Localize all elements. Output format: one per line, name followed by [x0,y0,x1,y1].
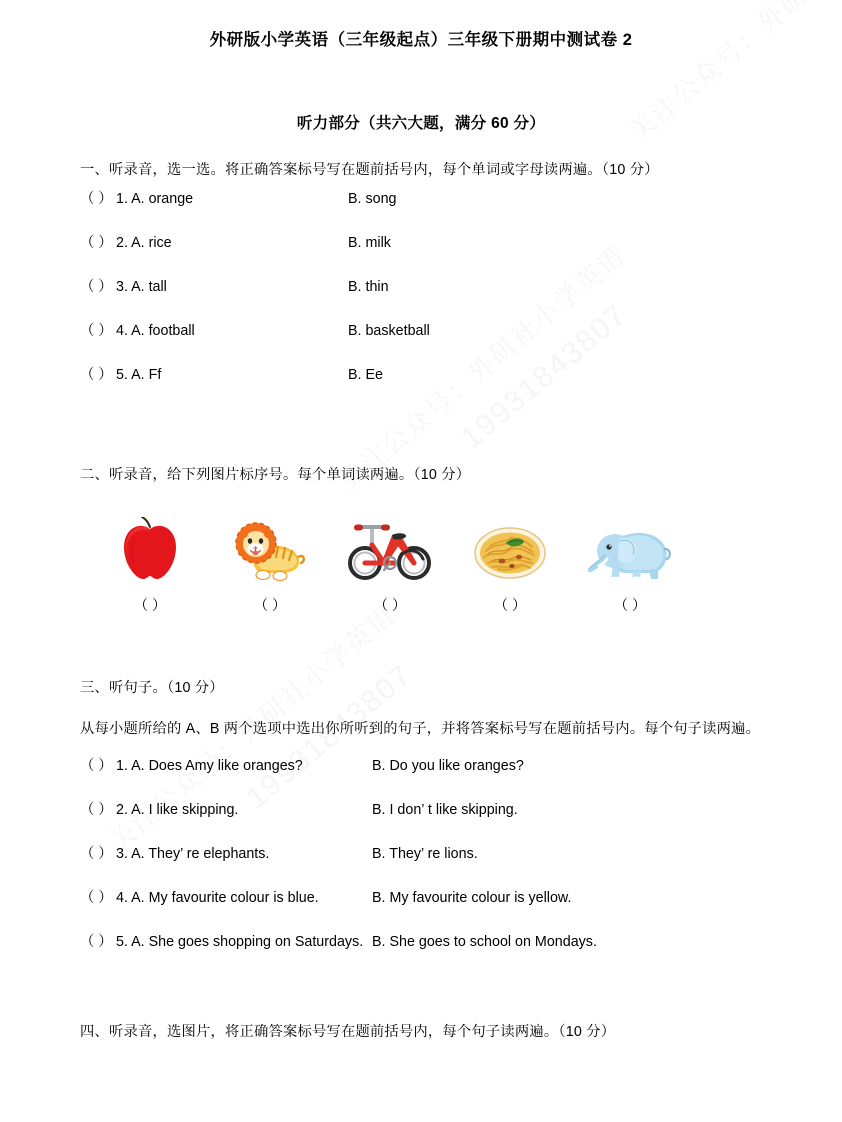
option-b[interactable]: B. basketball [348,322,430,339]
apple-image [94,509,206,581]
answer-parenthesis[interactable]: （ ） [133,597,167,614]
answer-cell [214,595,326,615]
option-a[interactable]: 1. A. orange [116,190,194,207]
answer-parenthesis[interactable]: （ ） [80,322,113,339]
answer-parenthesis[interactable]: （ ） [373,597,407,614]
choice-row [80,935,762,979]
part4-heading: 四、听录音，选图片，将正确答案标号写在题前括号内，每个句子读两遍。（10 分） [80,1023,616,1040]
option-b[interactable]: B. My favourite colour is yellow. [372,889,572,906]
part1-choice-list [80,192,762,412]
answer-parenthesis[interactable]: （ ） [80,889,113,906]
choice-row [80,891,762,935]
choice-row [80,324,762,368]
option-a[interactable]: 4. A. football [116,322,195,339]
answer-parenthesis[interactable]: （ ） [80,278,113,295]
lion-image [214,509,326,581]
choice-row [80,280,762,324]
choice-row [80,759,762,803]
answer-parenthesis[interactable]: （ ） [253,597,287,614]
option-b[interactable]: B. thin [348,278,389,295]
answer-cell [94,595,206,615]
option-b[interactable]: B. Do you like oranges? [372,757,524,774]
answer-parenthesis[interactable]: （ ） [493,597,527,614]
option-b[interactable]: B. They’ re lions. [372,845,478,862]
answer-parenthesis[interactable]: （ ） [80,366,113,383]
part3-heading: 三、听句子。（10 分） [80,679,224,696]
option-a[interactable]: 2. A. I like skipping. [116,801,239,818]
answer-cell [454,595,566,615]
option-a[interactable]: 1. A. Does Amy like oranges? [116,757,303,774]
answer-parenthesis[interactable]: （ ） [80,845,113,862]
answer-cell [334,595,446,615]
choice-row [80,192,762,236]
option-b[interactable]: B. milk [348,234,391,251]
option-b[interactable]: B. I don’ t like skipping. [372,801,518,818]
option-a[interactable]: 2. A. rice [116,234,172,251]
answer-parenthesis[interactable]: （ ） [613,597,647,614]
part3-instruction: 从每小题所给的 A、B 两个选项中选出你所听到的句子，并将答案标号写在题前括号内。每个句子读两遍。 [80,721,761,738]
part2-heading: 二、听录音，给下列图片标序号。每个单词读两遍。（10 分） [80,466,471,483]
part2-answer-row [80,595,762,615]
answer-parenthesis[interactable]: （ ） [80,234,113,251]
answer-parenthesis[interactable]: （ ） [80,190,113,207]
bicycle-image [334,509,446,581]
option-a[interactable]: 5. A. She goes shopping on Saturdays. [116,933,364,950]
choice-row [80,236,762,280]
choice-row [80,847,762,891]
option-b[interactable]: B. Ee [348,366,383,383]
choice-row [80,368,762,412]
page-title: 外研版小学英语（三年级起点）三年级下册期中测试卷 2 [209,31,633,49]
listening-section-title: 听力部分（共六大题，满分 60 分） [296,114,546,132]
noodles-image [454,509,566,581]
part3-choice-list [80,759,762,979]
option-a[interactable]: 3. A. tall [116,278,167,295]
option-b[interactable]: B. She goes to school on Mondays. [372,933,597,950]
option-a[interactable]: 5. A. Ff [116,366,162,383]
elephant-image [574,509,686,581]
part1-heading: 一、听录音，选一选。将正确答案标号写在题前括号内，每个单词或字母读两遍。（10 分） [80,161,659,178]
answer-parenthesis[interactable]: （ ） [80,933,113,950]
part2-picture-row [80,509,762,581]
option-a[interactable]: 4. A. My favourite colour is blue. [116,889,319,906]
answer-parenthesis[interactable]: （ ） [80,757,113,774]
answer-cell [574,595,686,615]
choice-row [80,803,762,847]
option-b[interactable]: B. song [348,190,397,207]
answer-parenthesis[interactable]: （ ） [80,801,113,818]
option-a[interactable]: 3. A. They’ re elephants. [116,845,270,862]
